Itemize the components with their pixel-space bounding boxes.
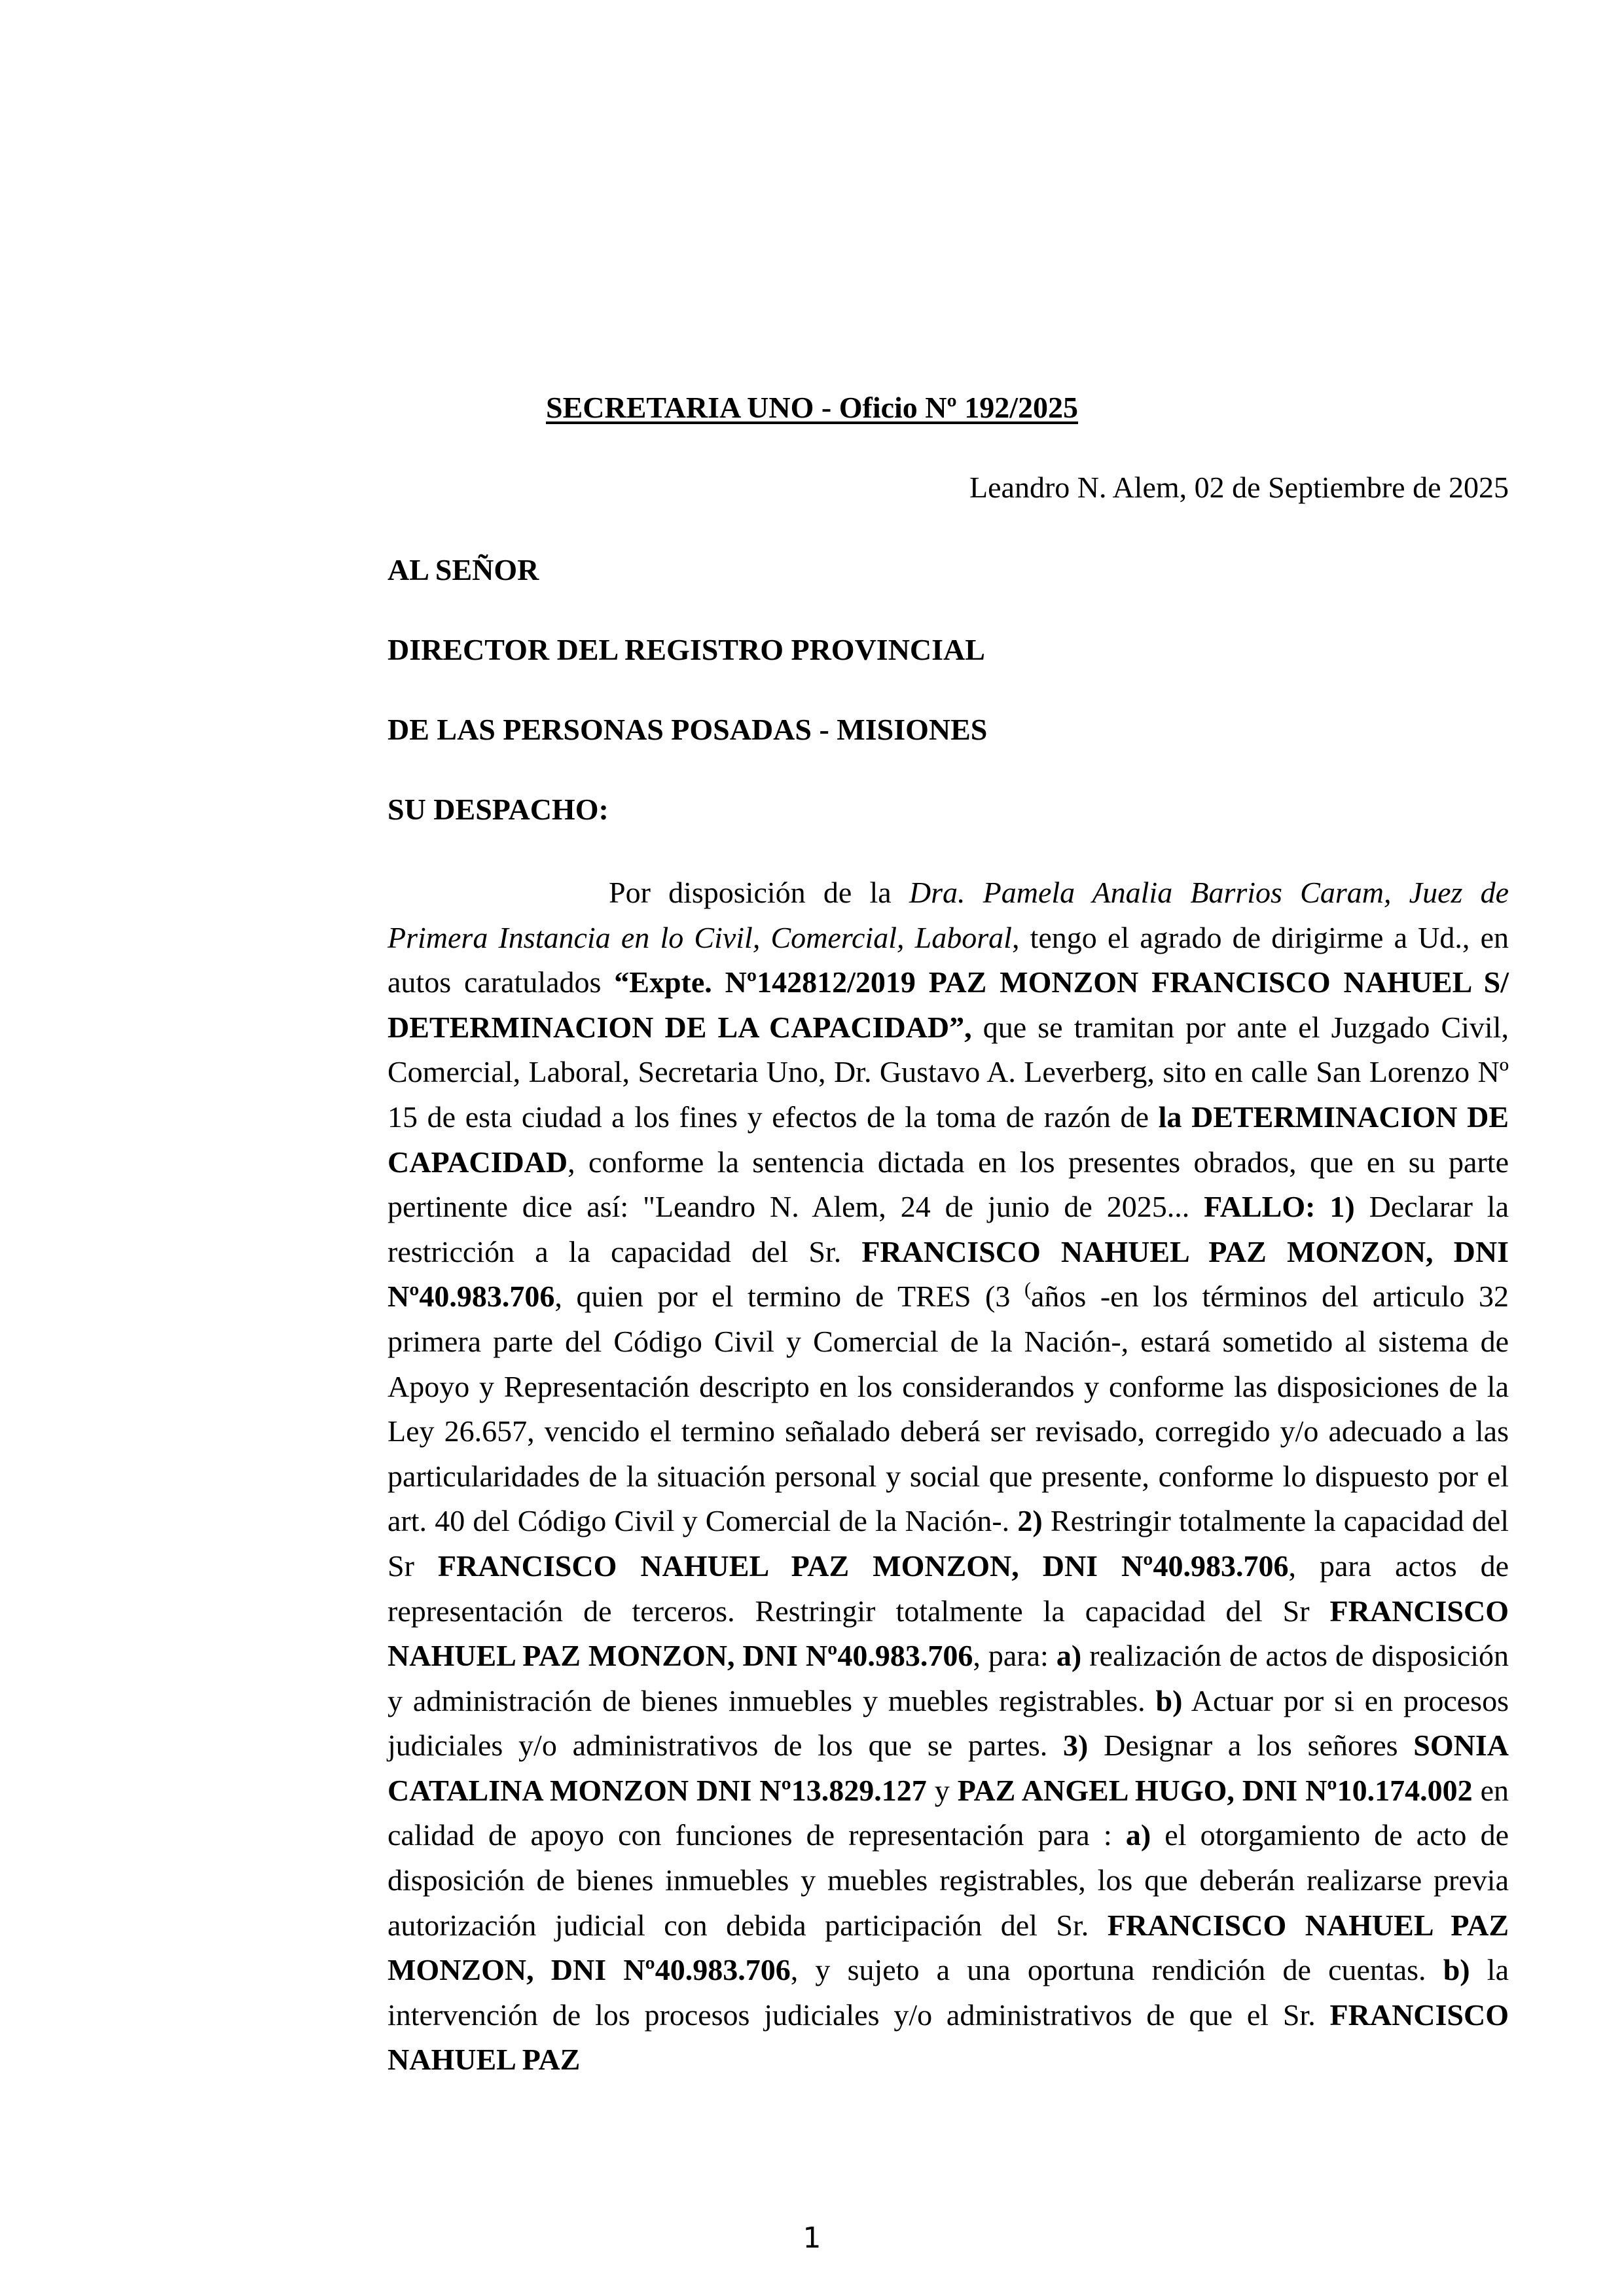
body-text-segment: realización de actos de disposición y administración de bienes inmuebles y muebles registrables. xyxy=(388,1639,1509,1717)
addressee-line-4: SU DESPACHO: xyxy=(388,793,609,826)
body-text-segment: , para actos de representación de terceros. Restringir totalmente la capacidad del Sr xyxy=(388,1549,1509,1628)
person-name: FRANCISCO NAHUEL PAZ MONZON, DNI Nº40.983.706 xyxy=(388,1908,1509,1987)
person-name: FRANCISCO NAHUEL PAZ xyxy=(388,1998,1509,2077)
page-number: 1 xyxy=(803,2221,821,2255)
body-text-segment: Actuar por si en procesos judiciales y/o administrativos de los que se partes. xyxy=(388,1683,1509,1763)
body-text-segment: y xyxy=(926,1773,958,1807)
body-text-segment: Designar a los señores xyxy=(1088,1729,1414,1763)
body-bold-segment: 3) xyxy=(1063,1729,1089,1763)
body-bold-segment: FALLO: 1) xyxy=(1204,1190,1355,1224)
person-name: SONIA CATALINA MONZON DNI Nº13.829.127 xyxy=(388,1729,1509,1807)
addressee-line-2: DIRECTOR DEL REGISTRO PROVINCIAL xyxy=(388,633,985,666)
body-bold-segment: b) xyxy=(1155,1683,1183,1717)
body-text-segment: años -en los términos del articulo 32 primera parte del Código Civil y Comercial de la Nación-, estará sometido al sistema de Apoyo y Representación descripto en los considerandos y conforme las disposiciones de la Ley 26.657, vencido el termino señalado deberá ser revisado, corregido y/o adecuado a las particularidades de la situación personal y social que presente, conforme lo dispuesto por el art. 40 del Código Civil y Comercial de la Nación-. xyxy=(388,1280,1509,1538)
judge-name: Dra. Pamela Analia Barrios Caram, Juez de Primera Instancia en lo Civil, Comercial, Laboral xyxy=(388,876,1509,954)
addressee-line-1: AL SEÑOR xyxy=(388,553,539,586)
body-text-segment: Por disposición de la xyxy=(609,876,909,909)
body-text-segment: , tengo el agrado de dirigirme a Ud., en autos caratulados xyxy=(388,920,1509,999)
body-text-segment: , conforme la sentencia dictada en los presentes obrados, que en su parte pertinente dice así: "Leandro N. Alem, 24 de junio de 2025... xyxy=(388,1145,1509,1224)
body-text-segment: el otorgamiento de acto de disposición de bienes inmuebles y muebles registrables, los que deberán realizarse previa autorización judicial con debida participación del Sr. xyxy=(388,1818,1509,1942)
body-text-segment: Declarar la restricción a la capacidad del Sr. xyxy=(388,1190,1509,1268)
body-text-segment: la intervención de los procesos judiciales y/o administrativos de que el Sr. xyxy=(388,1953,1509,2032)
person-name: FRANCISCO NAHUEL PAZ MONZON, DNI Nº40.983.706 xyxy=(388,1594,1509,1673)
superscript-mark: ( xyxy=(1024,1279,1031,1301)
case-title: “Expte. Nº142812/2019 PAZ MONZON FRANCISCO NAHUEL S/ DETERMINACION DE LA CAPACIDAD”, xyxy=(388,965,1509,1044)
body-text-segment: , y sujeto a una oportuna rendición de cuentas. xyxy=(790,1953,1443,1987)
body-text-segment: , quien por el termino de TRES (3 xyxy=(554,1280,1024,1314)
addressee-line-3: DE LAS PERSONAS POSADAS - MISIONES xyxy=(388,713,988,746)
date-line: Leandro N. Alem, 02 de Septiembre de 2025 xyxy=(969,471,1509,504)
body-text-segment: en calidad de apoyo con funciones de representación para : xyxy=(388,1773,1509,1852)
body-bold-segment: a) xyxy=(1125,1818,1151,1852)
person-name: PAZ ANGEL HUGO, DNI Nº10.174.002 xyxy=(957,1773,1473,1807)
body-text-segment: , para: xyxy=(973,1639,1056,1673)
person-name: FRANCISCO NAHUEL PAZ MONZON, DNI Nº40.983.706 xyxy=(437,1549,1289,1583)
body-bold-segment: a) xyxy=(1056,1639,1082,1673)
body-text-segment: que se tramitan por ante el Juzgado Civil, Comercial, Laboral, Secretaria Uno, Dr. Gustavo A. Leverberg, sito en calle San Lorenzo Nº 15 de esta ciudad a los fines y efectos de la toma de razón de xyxy=(388,1010,1509,1134)
body-bold-segment: la DETERMINACION DE CAPACIDAD xyxy=(388,1100,1509,1179)
oficio-title: SECRETARIA UNO - Oficio Nº 192/2025 xyxy=(546,391,1078,424)
body-bold-segment: 2) xyxy=(1017,1504,1043,1538)
body-bold-segment: b) xyxy=(1443,1953,1470,1987)
body-text-segment: Restringir totalmente la capacidad del Sr xyxy=(388,1504,1509,1583)
person-name: FRANCISCO NAHUEL PAZ MONZON, DNI Nº40.983.706 xyxy=(388,1234,1509,1314)
body-paragraph xyxy=(388,870,1509,2083)
